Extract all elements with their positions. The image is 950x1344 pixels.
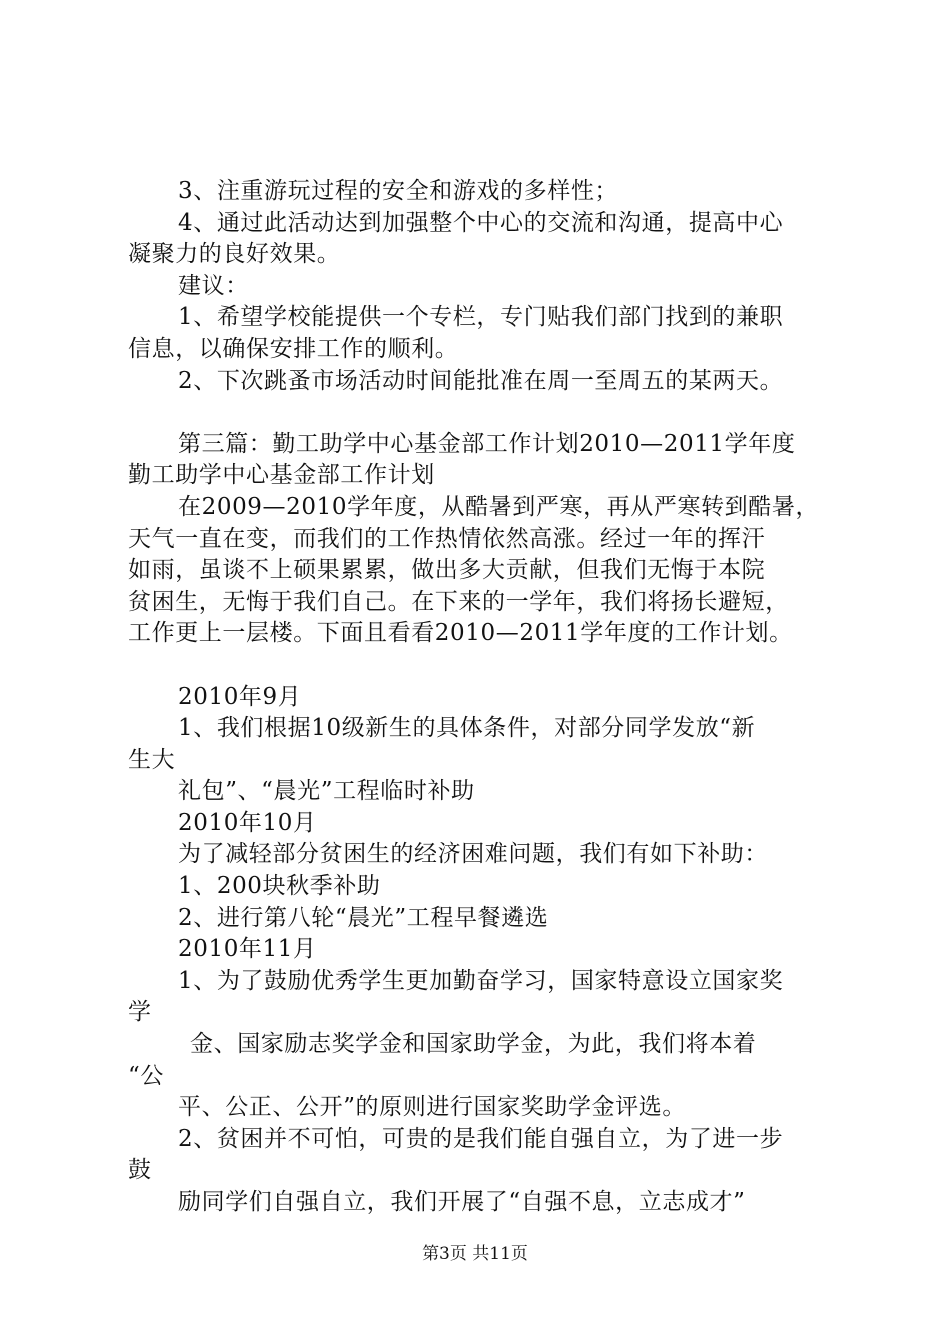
paragraph-line: 学 [128, 999, 152, 1026]
paragraph-line: 信息，以确保安排工作的顺利。 [128, 335, 459, 362]
paragraph-line: 如雨，虽谈不上硕果累累，做出多大贡献，但我们无悔于本院 [128, 557, 766, 584]
paragraph-line: 3、注重游玩过程的安全和游戏的多样性； [178, 178, 619, 204]
paragraph-line: 励同学们自强自立，我们开展了“自强不息，立志成才” [178, 1189, 746, 1215]
paragraph-line: 礼包”、“晨光”工程临时补助 [178, 778, 475, 805]
paragraph-line: 鼓 [128, 1157, 152, 1184]
paragraph-line: 生大 [128, 746, 176, 773]
paragraph-line: 1、我们根据10级新生的具体条件，对部分同学发放“新 [178, 715, 756, 742]
paragraph-line: 1、200块秋季补助 [178, 873, 381, 900]
paragraph-line: 金、国家励志奖学金和国家助学金，为此，我们将本着 [190, 1031, 757, 1058]
document-body [128, 176, 838, 1219]
paragraph-line: 2、进行第八轮“晨光”工程早餐遴选 [178, 904, 549, 931]
paragraph-line: 2、贫困并不可怕，可贵的是我们能自强自立，为了进一步 [178, 1125, 784, 1152]
chapter-title: 第三篇：勤工助学中心基金部工作计划2010—2011学年度 [178, 430, 796, 457]
paragraph-line: 贫困生，无悔于我们自己。在下来的一学年，我们将扬长避短， [128, 588, 789, 615]
paragraph-line: 在2009—2010学年度，从酷暑到严寒，再从严寒转到酷暑， [178, 493, 820, 520]
paragraph-line: “公 [128, 1062, 164, 1089]
paragraph-line: 2、下次跳蚤市场活动时间能批准在周一至周五的某两天。 [178, 367, 784, 394]
chapter-title: 勤工助学中心基金部工作计划 [128, 462, 435, 489]
paragraph-line: 4、通过此活动达到加强整个中心的交流和沟通，提高中心 [178, 209, 784, 236]
paragraph-line: 平、公正、公开”的原则进行国家奖助学金评选。 [178, 1094, 686, 1121]
paragraph-line: 天气一直在变，而我们的工作热情依然高涨。经过一年的挥汗 [128, 525, 766, 552]
paragraph-line: 凝聚力的良好效果。 [128, 241, 341, 268]
page-number-footer: 第3页 共11页 [422, 1244, 528, 1264]
section-heading: 建议： [178, 272, 249, 299]
paragraph-line: 1、为了鼓励优秀学生更加勤奋学习，国家特意设立国家奖 [178, 967, 784, 994]
month-heading: 2010年9月 [178, 683, 302, 710]
blank-line [128, 397, 838, 429]
month-heading: 2010年11月 [178, 936, 317, 963]
paragraph-line: 1、希望学校能提供一个专栏，专门贴我们部门找到的兼职 [178, 304, 784, 331]
month-heading: 2010年10月 [178, 809, 317, 836]
blank-line [128, 650, 838, 682]
paragraph-line: 工作更上一层楼。下面且看看2010—2011学年度的工作计划。 [128, 620, 793, 647]
paragraph-line: 为了减轻部分贫困生的经济困难问题，我们有如下补助： [178, 841, 768, 868]
